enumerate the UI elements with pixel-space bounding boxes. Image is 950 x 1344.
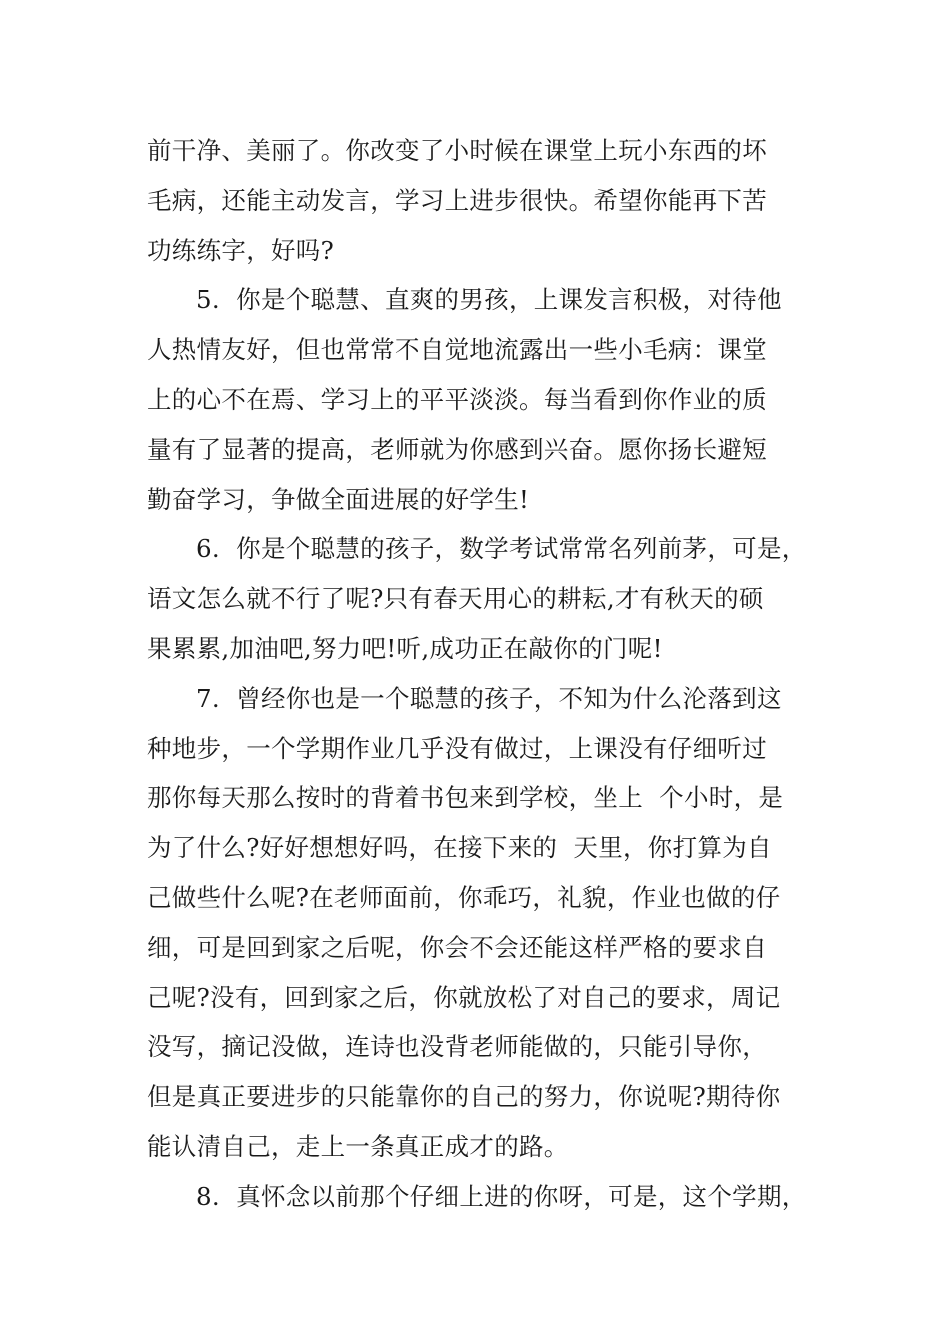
text-line: 种地步，一个学期作业几乎没有做过，上课没有仔细听过	[147, 733, 767, 763]
text-line: 那你每天那么按时的背着书包来到学校，坐上 个小时，是	[147, 783, 784, 813]
text-line: 没写，摘记没做，连诗也没背老师能做的，只能引导你，	[147, 1032, 767, 1062]
text-line: 勤奋学习，争做全面进展的好学生!	[147, 484, 530, 514]
text-line: 6. 你是个聪慧的孩子，数学考试常常名列前茅，可是，	[196, 534, 807, 564]
paragraph-4-continuation	[147, 126, 817, 275]
text-line: 语文怎么就不行了呢?只有春天用心的耕耘,才有秋天的硕	[147, 584, 764, 614]
text-line: 毛病，还能主动发言，学习上进步很快。希望你能再下苦	[147, 185, 767, 215]
text-line: 己做些什么呢?在老师面前，你乖巧，礼貌，作业也做的仔	[147, 882, 781, 912]
text-line: 己呢?没有，回到家之后，你就放松了对自己的要求，周记	[147, 982, 781, 1012]
text-line: 7. 曾经你也是一个聪慧的孩子，不知为什么沦落到这	[196, 683, 782, 713]
document-body	[147, 126, 817, 1222]
text-line: 但是真正要进步的只能靠你的自己的努力，你说呢?期待你	[147, 1082, 781, 1112]
text-line: 果累累,加油吧,努力吧!听,成功正在敲你的门呢!	[147, 633, 663, 663]
text-line: 量有了显著的提高，老师就为你感到兴奋。愿你扬长避短	[147, 434, 767, 464]
text-line: 人热情友好，但也常常不自觉地流露出一些小毛病：课堂	[147, 335, 767, 365]
text-line: 能认清自己，走上一条真正成才的路。	[147, 1131, 569, 1161]
paragraph-5	[147, 275, 817, 524]
paragraph-6	[147, 524, 817, 673]
text-line: 上的心不在焉、学习上的平平淡淡。每当看到你作业的质	[147, 384, 767, 414]
text-line: 为了什么?好好想想好吗，在接下来的 天里，你打算为自	[147, 833, 772, 863]
text-line: 功练练字，好吗?	[147, 235, 335, 265]
paragraph-7	[147, 674, 817, 1172]
text-line: 5. 你是个聪慧、直爽的男孩，上课发言积极，对待他	[196, 285, 782, 315]
text-line: 8. 真怀念以前那个仔细上进的你呀，可是，这个学期，	[196, 1181, 807, 1211]
text-line: 细，可是回到家之后呢，你会不会还能这样严格的要求自	[147, 932, 767, 962]
paragraph-8	[147, 1172, 817, 1222]
text-line: 前干净、美丽了。你改变了小时候在课堂上玩小东西的坏	[147, 136, 767, 165]
